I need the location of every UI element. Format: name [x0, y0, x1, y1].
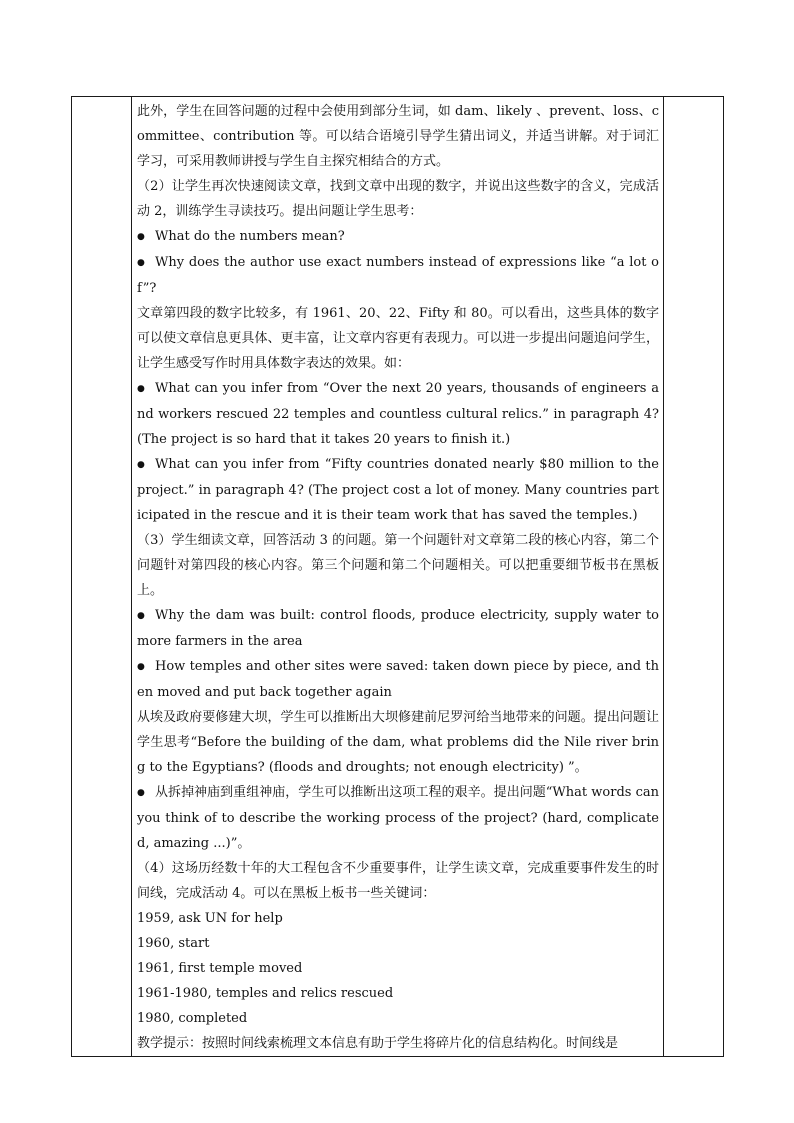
paragraph: 1959, ask UN for help — [137, 911, 283, 926]
paragraph: 从埃及政府要修建大坝，学生可以推断出大坝修建前尼罗河给当地带来的问题。提出问题让学生思考“Before the building of the dam, what problems did the Nile river bring to the Egyptians? (floods and droughts; not enough electricity) ”。 — [137, 710, 659, 775]
paragraph: 教学提示：按照时间线索梳理文本信息有助于学生将碎片化的信息结构化。时间线是 — [137, 1036, 619, 1051]
content-cell — [132, 97, 664, 1057]
paragraph: 文章第四段的数字比较多，有 1961、20、22、Fifty 和 80。可以看出，这些具体的数字可以使文章信息更具体、更丰富，让文章内容更有表现力。可以进一步提出问题追问学生，让学生感受写作时用具体数字表达的效果。如： — [137, 306, 659, 371]
bullet-item: ● 从拆掉神庙到重组神庙，学生可以推断出这项工程的艰辛。提出问题“What words can you think of to describe the working process of the project? (hard, complicated, amazing ...)”。 — [137, 780, 659, 856]
bullet-item: ● What can you infer from “Over the next 20 years, thousands of engineers and workers rescued 22 temples and countless cultural relics.” in paragraph 4? (The project is so hard that it takes 20 years to finish it.) — [137, 376, 659, 452]
bullet-item: ● How temples and other sites were saved: taken down piece by piece, and then moved and put back together again — [137, 654, 659, 705]
paragraph: （3）学生细读文章，回答活动 3 的问题。第一个问题针对文章第二段的核心内容，第二个问题针对第四段的核心内容。第三个问题和第二个问题相关。可以把重要细节板书在黑板上。 — [137, 533, 659, 598]
bullet-item: ● What can you infer from “Fifty countries donated nearly $80 million to the project.” in paragraph 4? (The project cost a lot of money. Many countries participated in the rescue and it is their team work that has saved the temples.) — [137, 452, 659, 528]
right-column-cell — [664, 97, 724, 1057]
paragraph: 1960, start — [137, 936, 210, 951]
paragraph: 1980, completed — [137, 1011, 248, 1026]
teaching-procedure-text — [132, 97, 663, 1056]
bullet-item: ● What do the numbers mean? — [137, 224, 659, 250]
paragraph: （2）让学生再次快速阅读文章，找到文章中出现的数字，并说出这些数字的含义，完成活动 2，训练学生寻读技巧。提出问题让学生思考： — [137, 179, 659, 219]
paragraph: 此外，学生在回答问题的过程中会使用到部分生词，如 dam、likely 、prevent、loss、committee、contribution 等。可以结合语境引导学生猜出词义，并适当讲解。对于词汇学习，可采用教师讲授与学生自主探究相结合的方式。 — [137, 104, 659, 169]
lesson-plan-table — [71, 96, 724, 1057]
bullet-item: ● Why does the author use exact numbers instead of expressions like “a lot of”? — [137, 250, 659, 301]
table-row — [72, 97, 724, 1057]
paragraph: （4）这场历经数十年的大工程包含不少重要事件，让学生读文章，完成重要事件发生的时间线，完成活动 4。可以在黑板上板书一些关键词： — [137, 861, 659, 901]
left-column-cell — [72, 97, 132, 1057]
paragraph: 1961, first temple moved — [137, 961, 303, 976]
paragraph: 1961-1980, temples and relics rescued — [137, 986, 394, 1001]
bullet-item: ● Why the dam was built: control floods, produce electricity, supply water to more farmers in the area — [137, 603, 659, 654]
